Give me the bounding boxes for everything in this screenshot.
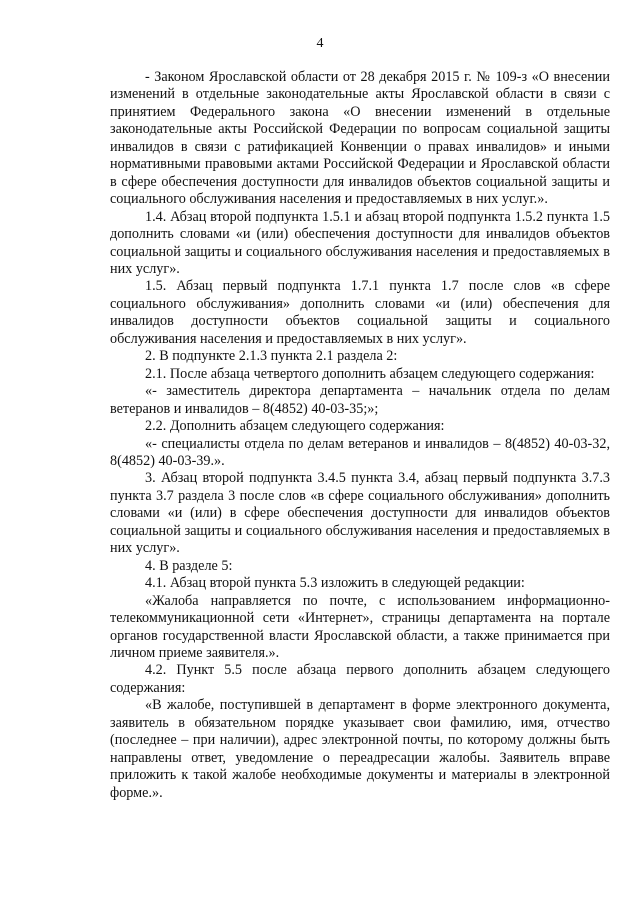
paragraph: 3. Абзац второй подпункта 3.4.5 пункта 3.4, абзац первый подпункта 3.7.3 пункта 3.7 раздела 3 после слов «в сфере социального обслуживания» дополнить словами «и (или) в сфере обеспечения доступности для инвалидов объектов социальной защиты и социального обслуживания населения и предоставляемых в них услуг». xyxy=(110,470,610,557)
paragraph: «Жалоба направляется по почте, с использованием информационно-телекоммуникационной сети «Интернет», страницы департамента на портале органов государственной власти Ярославской области, а также принимается при личном приеме заявителя.». xyxy=(110,592,610,661)
paragraph: «В жалобе, поступившей в департамент в форме электронного документа, заявитель в обязательном порядке указывает свои фамилию, имя, отчество (последнее – при наличии), адрес электронной почты, по которому должны быть направлены ответ, уведомление о переадресации жалобы. Заявитель вправе приложить к такой жалобе необходимые документы и материалы в электронной форме.». xyxy=(110,697,610,801)
paragraph: «- заместитель директора департамента – начальник отдела по делам ветеранов и инвалидов – 8(4852) 40-03-35;»; xyxy=(110,383,610,417)
paragraph: 2.1. После абзаца четвертого дополнить абзацем следующего содержания: xyxy=(145,365,595,382)
paragraph: 4.2. Пункт 5.5 после абзаца первого дополнить абзацем следующего содержания: xyxy=(110,662,610,696)
paragraph: 1.4. Абзац второй подпункта 1.5.1 и абзац второй подпункта 1.5.2 пункта 1.5 дополнить словами «и (или) обеспечения доступности для инвалидов объектов социальной защиты и социального обслуживания населения и предоставляемых в них услуг». xyxy=(110,208,610,277)
paragraph: 2. В подпункте 2.1.3 пункта 2.1 раздела 2: xyxy=(145,348,398,365)
paragraph: 4.1. Абзац второй пункта 5.3 изложить в следующей редакции: xyxy=(145,575,525,592)
paragraph: 1.5. Абзац первый подпункта 1.7.1 пункта 1.7 после слов «в сфере социального обслуживания» дополнить словами «и (или) обеспечения для инвалидов доступности объектов социальной защиты и социального обслуживания населения и предоставляемых в них услуг». xyxy=(110,278,610,347)
paragraph: 2.2. Дополнить абзацем следующего содержания: xyxy=(145,418,445,435)
paragraph: 4. В разделе 5: xyxy=(145,557,233,574)
page-number: 4 xyxy=(316,36,324,51)
document-body xyxy=(110,69,610,802)
paragraph: - Законом Ярославской области от 28 декабря 2015 г. № 109-з «О внесении изменений в отдельные законодательные акты Ярославской области в связи с принятием Федерального закона «О внесении изменений в отдельные законодательные акты Российской Федерации по вопросам социальной защиты инвалидов в связи с ратификацией Конвенции о правах инвалидов» и иными нормативными правовыми актами Российской Федерации и Ярославской области в сфере обеспечения доступности для инвалидов объектов социальной защиты и социального обслуживания населения и предоставляемых в них услуг.». xyxy=(110,69,610,208)
paragraph: «- специалисты отдела по делам ветеранов и инвалидов – 8(4852) 40-03-32, 8(4852) 40-03-39.». xyxy=(110,435,610,469)
